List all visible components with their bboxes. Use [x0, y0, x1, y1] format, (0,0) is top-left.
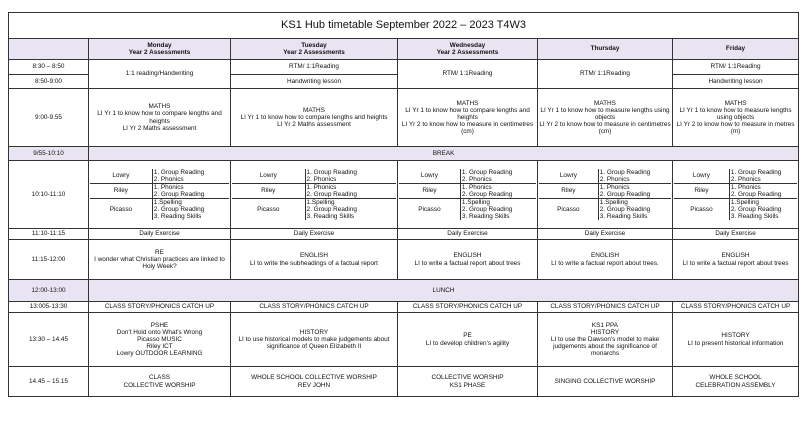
time-cell: 9:00-9.55	[9, 89, 89, 147]
cell-tue-groups	[231, 161, 398, 229]
group-row-lowry	[674, 169, 797, 184]
group-row-lowry	[539, 169, 671, 184]
group-name: Picasso	[539, 199, 598, 221]
cell-thu-english: ENGLISH LI to write a factual report about trees.	[538, 240, 673, 280]
group-name: Riley	[399, 183, 460, 198]
cell-fri-maths: MATHS LI Yr 1 to know how to measure lengths using objects LI Yr 2 to know how to measure in metres (m)	[673, 89, 799, 147]
time-cell: 12:00-13:00	[9, 280, 89, 302]
timetable-title: KS1 Hub timetable September 2022 – 2023 T4W3	[9, 13, 799, 39]
group-row-riley	[232, 183, 396, 198]
group-row-lowry	[399, 169, 536, 184]
group-name: Picasso	[399, 199, 460, 221]
day-note: Year 2 Assessments	[128, 49, 191, 56]
cell-fri-groups	[673, 161, 799, 229]
cell-story: CLASS STORY/PHONICS CATCH UP	[89, 302, 231, 313]
time-cell: 11:15-12:00	[9, 240, 89, 280]
group-activity: 1. Phonics 2. Group Reading	[598, 183, 671, 198]
cell-wed-afternoon: PE LI to develop children's agility	[398, 313, 538, 367]
time-cell: 8:50-9:00	[9, 75, 89, 89]
group-name: Lowry	[232, 169, 305, 184]
group-table	[399, 169, 536, 220]
day-header-monday	[89, 39, 231, 60]
row-exercise	[9, 229, 799, 240]
group-activity: 1.Spelling 2. Group Reading 3. Reading Skills	[152, 199, 229, 221]
cell-exercise: Daily Exercise	[89, 229, 231, 240]
cell-mon-re: RE I wonder what Christian practices are linked to Holy Week?	[89, 240, 231, 280]
group-activity: 1. Group Reading 2. Phonics	[152, 169, 229, 184]
group-table	[539, 169, 671, 220]
cell-mon-maths: MATHS LI Yr 1 to know how to compare lengths and heights LI Yr 2 Maths assessment	[89, 89, 231, 147]
group-activity: 1.Spelling 2. Group Reading 3. Reading Skills	[460, 199, 536, 221]
cell-wed-english: ENGLISH LI to write a factual report about trees	[398, 240, 538, 280]
time-cell: 13:005-13:30	[9, 302, 89, 313]
cell-wed-groups	[398, 161, 538, 229]
group-row-picasso	[232, 199, 396, 221]
header-corner	[9, 39, 89, 60]
cell-wed-early: RTM/ 1:1Reading	[398, 60, 538, 89]
row-lunch	[9, 280, 799, 302]
row-late-morning	[9, 240, 799, 280]
day-header-wednesday	[398, 39, 538, 60]
title-row	[9, 13, 799, 39]
time-cell: 11:10-11:15	[9, 229, 89, 240]
time-cell: 8:30 – 8:50	[9, 60, 89, 75]
cell-thu-early: RTM/ 1:1Reading	[538, 60, 673, 89]
group-row-picasso	[90, 199, 229, 221]
cell-fri-english: ENGLISH LI to write a factual report about trees	[673, 240, 799, 280]
group-activity: 1. Group Reading 2. Phonics	[598, 169, 671, 184]
cell-story: CLASS STORY/PHONICS CATCH UP	[538, 302, 673, 313]
row-worship	[9, 367, 799, 397]
group-activity: 1. Group Reading 2. Phonics	[305, 169, 396, 184]
cell-exercise: Daily Exercise	[673, 229, 799, 240]
cell-story: CLASS STORY/PHONICS CATCH UP	[398, 302, 538, 313]
group-row-riley	[399, 183, 536, 198]
group-name: Lowry	[90, 169, 152, 184]
row-830	[9, 60, 799, 75]
group-row-riley	[539, 183, 671, 198]
group-row-riley	[674, 183, 797, 198]
group-name: Picasso	[674, 199, 729, 221]
cell-tue-afternoon: HISTORY LI to use historical models to make judgements about significance of Queen Elizabeth II	[231, 313, 398, 367]
group-table	[674, 169, 797, 220]
cell-fri-worship: WHOLE SCHOOL CELEBRATION ASSEMBLY	[673, 367, 799, 397]
group-name: Picasso	[90, 199, 152, 221]
row-story	[9, 302, 799, 313]
break-banner: BREAK	[89, 147, 799, 161]
time-cell: 14.45 – 15.15	[9, 367, 89, 397]
row-afternoon	[9, 313, 799, 367]
day-header-thursday	[538, 39, 673, 60]
time-cell: 10:10-11:10	[9, 161, 89, 229]
cell-wed-maths: MATHS LI Yr 1 to know how to compare lengths and heights LI Yr 2 to know how to measure in centimetres (cm)	[398, 89, 538, 147]
group-activity: 1.Spelling 2. Group Reading 3. Reading Skills	[305, 199, 396, 221]
cell-mon-afternoon: PSHE Don't Hold onto What's Wrong Picasso MUSIC Riley ICT Lowry OUTDOOR LEARNING	[89, 313, 231, 367]
day-header-tuesday	[231, 39, 398, 60]
cell-mon-early: 1:1 reading/Handwriting	[89, 60, 231, 89]
cell-thu-worship: SINGING COLLECTIVE WORSHIP	[538, 367, 673, 397]
group-activity: 1.Spelling 2. Group Reading 3. Reading Skills	[729, 199, 797, 221]
group-row-picasso	[674, 199, 797, 221]
cell-tue-early-a: RTM/ 1:1Reading	[231, 60, 398, 75]
group-name: Riley	[674, 183, 729, 198]
day-header-friday	[673, 39, 799, 60]
group-activity: 1. Phonics 2. Group Reading	[729, 183, 797, 198]
group-activity: 1. Phonics 2. Group Reading	[305, 183, 396, 198]
group-activity: 1. Phonics 2. Group Reading	[152, 183, 229, 198]
cell-story: CLASS STORY/PHONICS CATCH UP	[673, 302, 799, 313]
time-cell: 9/55-10:10	[9, 147, 89, 161]
cell-wed-worship: COLLECTIVE WORSHIP KS1 PHASE	[398, 367, 538, 397]
cell-fri-early-a: RTM/ 1:1Reading	[673, 60, 799, 75]
day-name: Thursday	[590, 45, 620, 53]
group-name: Lowry	[539, 169, 598, 184]
group-activity: 1. Group Reading 2. Phonics	[729, 169, 797, 184]
day-name: Friday	[725, 45, 746, 53]
group-name: Riley	[232, 183, 305, 198]
group-activity: 1.Spelling 2. Group Reading 3. Reading Skills	[598, 199, 671, 221]
cell-fri-afternoon: HISTORY LI to present historical information	[673, 313, 799, 367]
cell-exercise: Daily Exercise	[231, 229, 398, 240]
day-note: Year 2 Assessments	[436, 49, 499, 56]
cell-thu-maths: MATHS LI Yr 1 to know how to measure lengths using objects LI Yr 2 to know how to measure in centimetres (cm)	[538, 89, 673, 147]
cell-tue-maths: MATHS LI Yr 1 to know how to compare lengths and heights LI Yr 2 Maths assessment	[231, 89, 398, 147]
cell-thu-afternoon: KS1 PPA HISTORY LI to use the Dawson's model to make judgements about the significance of monarchs	[538, 313, 673, 367]
cell-tue-early-b: Handwriting lesson	[231, 75, 398, 89]
day-name: Tuesday	[301, 41, 327, 49]
cell-tue-english: ENGLISH LI to write the subheadings of a factual report	[231, 240, 398, 280]
group-name: Riley	[90, 183, 152, 198]
day-name: Monday	[147, 41, 172, 49]
group-name: Lowry	[399, 169, 460, 184]
row-groups	[9, 161, 799, 229]
cell-fri-early-b: Handwriting lesson	[673, 75, 799, 89]
group-name: Lowry	[674, 169, 729, 184]
day-note: Year 2 Assessments	[283, 49, 345, 56]
row-maths	[9, 89, 799, 147]
group-activity: 1. Group Reading 2. Phonics	[460, 169, 536, 184]
header-row	[9, 39, 799, 60]
group-name: Riley	[539, 183, 598, 198]
group-row-lowry	[90, 169, 229, 184]
group-table	[90, 169, 229, 220]
group-row-picasso	[539, 199, 671, 221]
cell-mon-groups	[89, 161, 231, 229]
group-row-riley	[90, 183, 229, 198]
timetable-frame	[8, 12, 798, 397]
lunch-banner: LUNCH	[89, 280, 799, 302]
day-name: Wednesday	[449, 41, 486, 49]
timetable	[8, 12, 799, 397]
cell-exercise: Daily Exercise	[538, 229, 673, 240]
group-row-lowry	[232, 169, 396, 184]
group-activity: 1. Phonics 2. Group Reading	[460, 183, 536, 198]
row-break	[9, 147, 799, 161]
cell-exercise: Daily Exercise	[398, 229, 538, 240]
cell-tue-worship: WHOLE SCHOOL COLLECTIVE WORSHIP REV JOHN	[231, 367, 398, 397]
group-name: Picasso	[232, 199, 305, 221]
cell-thu-groups	[538, 161, 673, 229]
group-table	[232, 169, 396, 220]
cell-mon-worship: CLASS COLLECTIVE WORSHIP	[89, 367, 231, 397]
time-cell: 13:30 – 14.45	[9, 313, 89, 367]
group-row-picasso	[399, 199, 536, 221]
cell-story: CLASS STORY/PHONICS CATCH UP	[231, 302, 398, 313]
